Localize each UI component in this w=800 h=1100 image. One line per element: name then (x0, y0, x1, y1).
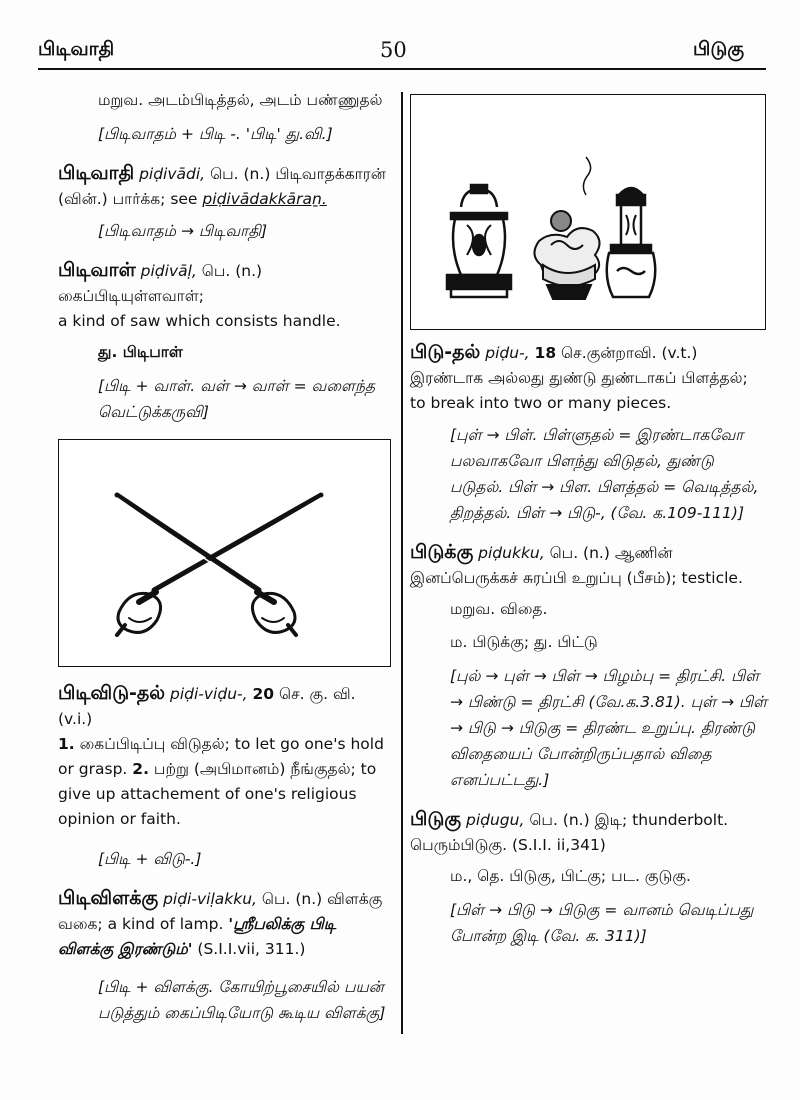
part-of-speech: பெ. (n.) (549, 544, 610, 562)
page-number: 50 (380, 38, 407, 62)
part-of-speech: பெ. (n.) (210, 165, 271, 183)
hurricane-lamp-icon (607, 188, 656, 297)
definition: ஆணின் இனப்பெருக்கச் சுரப்பி உறுப்பு (பீசம்); testicle. (410, 544, 743, 587)
definition-sense-2: பற்று (அபிமானம்) நீங்குதல்; to give up attachement of one's religious opinion or faith. (58, 760, 377, 828)
header-left-word: பிடிவாதி (38, 38, 115, 60)
crossed-swords-illustration (58, 439, 391, 667)
headword: பிடிவாதி (58, 162, 135, 184)
conjugation-number: 18 (534, 344, 557, 362)
entry-pidivadi (58, 161, 391, 244)
cognate-line: ம. பிடுக்கு; து. பிட்டு (450, 633, 598, 651)
headword: பிடுகு (410, 808, 462, 830)
entry-pidugu (410, 807, 768, 949)
transliteration: piḍi-viḍu-, (170, 685, 248, 703)
headword: பிடிவிளக்கு (58, 887, 159, 909)
header-rule (38, 68, 766, 70)
headword: பிடு-தல் (410, 341, 481, 363)
etymology-note: [பிடி + விளக்கு. கோயிற்பூசையில் பயன் படுத்தும் கைப்பிடியோடு கூடிய விளக்கு] (98, 978, 386, 1022)
definition-sense-1: கைப்பிடிப்பு விடுதல்; to let go one's hold or grasp. (58, 735, 384, 778)
column-divider (401, 92, 403, 1034)
definition-english: a kind of saw which consists handle. (58, 312, 341, 330)
etymology-note: [பிடிவாதம் → பிடிவாதி] (98, 222, 268, 240)
citation-quote: 'ஸ்ரீபலிக்கு பிடி விளக்கு இரண்டும்' (58, 915, 337, 958)
part-of-speech: பெ. (n.) (261, 890, 323, 908)
headword: பிடிவிடு-தல் (58, 682, 166, 704)
page-header (0, 38, 800, 68)
transliteration: piḍi-viḷakku, (163, 890, 257, 908)
part-of-speech: பெ. (n.) (529, 811, 590, 829)
definition: பிடிவாதக்காரன் (275, 165, 386, 183)
definition: விளக்கு வகை; a kind of lamp. (58, 890, 383, 933)
headword: பிடிவாள் (58, 259, 136, 281)
entry-pidivilakku (58, 886, 391, 1026)
transliteration: piḍugu, (466, 811, 525, 829)
entry-continuation (58, 88, 391, 147)
synonym-line: மறுவ. விதை. (450, 600, 548, 618)
cognate-line: து. பிடிபாள் (98, 343, 183, 361)
conjugation-number: 20 (252, 685, 275, 703)
entry-pidukku (410, 540, 768, 793)
synonym-line: மறுவ. அடம்பிடித்தல், அடம் பண்ணுதல் (98, 91, 383, 109)
etymology-note: [பிள் → பிடு → பிடுகு = வானம் வெடிப்பது போன்ற இடி (வே. க. 311)] (450, 901, 754, 945)
transliteration: piḍukku, (478, 544, 545, 562)
transliteration: piḍivādi, (139, 165, 206, 183)
cognate-line: ம., தெ. பிடுகு, பிட்கு; பட. குடுகு. (450, 867, 691, 885)
entry-pidival (58, 258, 391, 425)
entry-pidutal (410, 340, 768, 526)
header-right-word: பிடுகு (693, 38, 745, 60)
left-column (58, 88, 391, 1040)
part-of-speech: பெ. (n.) (201, 262, 263, 280)
etymology-note: [பிடி + விடு-.] (98, 850, 202, 868)
part-of-speech: செ. கு. வி. (v.i.) (58, 685, 356, 728)
etymology-note: [பிடி + வாள். வள் → வாள் = வளைந்த வெட்டுக்கருவி] (98, 377, 376, 421)
ornate-lamp-icon (534, 157, 599, 299)
right-column (410, 88, 768, 963)
hand-lamps-illustration (410, 94, 766, 330)
definition: இடி; thunderbolt. பெரும்பிடுகு. (S.I.I. ii,341) (410, 811, 729, 854)
etymology-note: [பிடிவாதம் + பிடி -. 'பிடி' து.வி.] (98, 125, 333, 143)
entry-pidividutal (58, 681, 391, 872)
transliteration: piḍu-, (485, 344, 530, 362)
part-of-speech: செ.குன்றாவி. (v.t.) (561, 344, 698, 362)
etymology-note: [புல் → புள் → பிள் → பிழம்பு = திரட்சி. பிள் → பிண்டு = திரட்சி (வே.க.3.81). புள் → பிள் → பிடு → பிடுகு = திரண்ட உறுப்பு. திரண்டு விதையைப் போன்றிருப்பதால் விதை எனப்பட்டது.] (450, 667, 768, 789)
lantern-icon (447, 185, 511, 297)
see-reference: piḍivādakkāraṉ. (202, 190, 327, 208)
definition: கைப்பிடியுள்ளவாள்; (58, 287, 204, 305)
citation-reference: (S.I.I.vii, 311.) (197, 940, 306, 958)
headword: பிடுக்கு (410, 541, 474, 563)
sense-number: 2. (132, 760, 149, 778)
transliteration: piḍivāḷ, (140, 262, 197, 280)
sense-number: 1. (58, 735, 75, 753)
definition-cont: (வின்.) பார்க்க; see (58, 190, 198, 208)
etymology-note: [புள் → பிள். பிள்ளுதல் = இரண்டாகவோ பலவாகவோ பிளந்து விடுதல், துண்டு படுதல். பிள் → பிள. பிளத்தல் = வெடித்தல், திறத்தல். பிள் → பிடு-, (வே. க.109-111)] (450, 426, 759, 522)
definition: இரண்டாக அல்லது துண்டு துண்டாகப் பிளத்தல்; to break into two or many pieces. (410, 369, 748, 412)
